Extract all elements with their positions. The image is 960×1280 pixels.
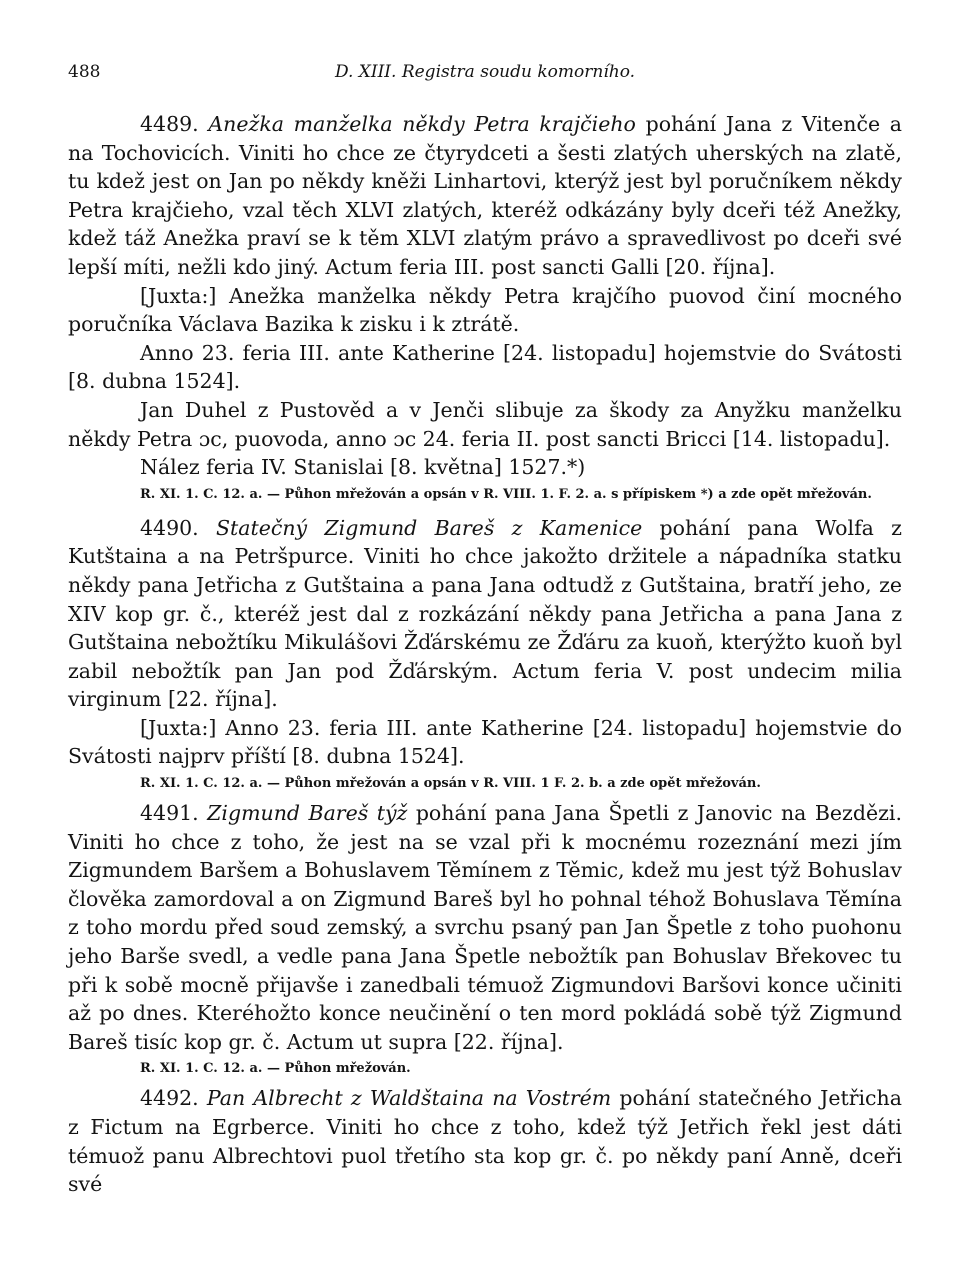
entry-plaintiff-name: Anežka manželka někdy Petra krajčieho <box>208 112 636 136</box>
entry-text: pohání pana Jana Špetli z Janovic na Bezdězi. Viniti ho chce z toho, že jest na se vzal při k mocnému rozeznání mezi jím Zigmundem Baršem a Bohuslavem Těmínem z Těmic, kdež mu jest týž Bohuslav člověka zamordoval a on Zigmund Bareš byl ho pohnal téhož Bohuslava Těmína z toho mordu před soud zemský, a svrchu psaný pan Jan Špetle z toho puohonu jeho Barše svedl, a vedle pana Jana Špetle nebožtík pan Bohuslav Břekovec tu při k sobě mocně přijavše i zanedbali témuož Zigmundovi Baršovi konce učiniti až po dnes. Kteréhožto konce neučinění o ten mord pokládá sobě týž Zigmund Bareš tisíc kop gr. č. Actum ut supra [22. října]. <box>68 801 902 1054</box>
entry-4489-juxta: [Juxta:] Anežka manželka někdy Petra krajčího puovod činí mocného poručníka Václava Bazika k zisku i k ztrátě. <box>68 283 902 337</box>
entry-4490-source-note: R. XI. 1. C. 12. a. — Půhon mřežován a opsán v R. VIII. 1 F. 2. b. a zde opět mřežován. <box>140 776 761 792</box>
entry-text: pohání statečného Jetřicha z Fictum na Egrberce. Viniti ho chce z toho, kdež týž Jetřich řekl jest dáti témuož panu Albrechtovi puol třetího sta kop gr. č. po někdy paní Anně, dceři své <box>68 1086 902 1197</box>
entry-4489-verdict: Nález feria IV. Stanislai [8. května] 1527.*) <box>140 455 586 480</box>
page-number: 488 <box>68 62 101 82</box>
entry-text: pohání Jana z Vitenče a na Tochovicích. Viniti ho chce ze čtyrydceti a šesti zlatých uherských na zlatě, tu kdež jest on Jan po někdy kněži Linhartovi, kterýž jest byl poručníkem někdy Petra krajčieho, vzal těch XLVI zlatých, kteréž odkázány byly dceři též Anežky, kdež táž Anežka praví se k těm XLVI zlatým právo a spravedlivost po dceři své lepší míti, nežli kdo jiný. Actum feria III. post sancti Galli [20. října]. <box>68 112 902 279</box>
entry-4489-surety: Jan Duhel z Pustověd a v Jenči slibuje za škody za Anyžku manželku někdy Petra ɔc, puovoda, anno ɔc 24. feria II. post sancti Bricci [14. listopadu]. <box>68 397 902 451</box>
entry-4489-term: Anno 23. feria III. ante Katherine [24. listopadu] hojemstvie do Svátosti [8. dubna 1524]. <box>68 340 902 394</box>
running-title: D. XIII. Registra soudu komorního. <box>334 62 636 82</box>
entry-number: 4489. <box>140 112 199 136</box>
entry-number: 4491. <box>140 801 199 826</box>
entry-4489-source-note: R. XI. 1. C. 12. a. — Půhon mřežován a opsán v R. VIII. 1. F. 2. a. s přípiskem *) a zde opět mřežován. <box>140 486 872 502</box>
entry-4492 <box>68 1084 902 1198</box>
entry-number: 4490. <box>140 515 199 540</box>
entry-text: pohání pana Wolfa z Kutštaina a na Petršpurce. Viniti ho chce jakožto držitele a nápadníka statku někdy pana Jetřicha z Gutštaina a pana Jana odtudž z Gutštaina, bratří jeho, ze XIV kop gr. č., kteréž jest dal z rozkázání někdy pana Jetřicha a pana Jana z Gutštaina nebožtíku Mikulášovi Žďárskému ze Žďáru za kuoň, kterýžto kuoň byl zabil nebožtík pan Jan pod Žďárským. Actum feria V. post undecim milia virginum [22. října]. <box>68 515 902 712</box>
entry-4491-source-note: R. XI. 1. C. 12. a. — Půhon mřežován. <box>140 1061 411 1077</box>
page-body <box>68 110 902 1199</box>
entry-plaintiff-name: Zigmund Bareš týž <box>207 801 408 826</box>
entry-4489 <box>68 110 902 282</box>
entry-plaintiff-name: Pan Albrecht z Waldštaina na Vostrém <box>206 1086 612 1111</box>
entry-4490 <box>68 514 902 714</box>
entry-4491 <box>68 799 902 1056</box>
page-header <box>68 62 902 90</box>
entry-plaintiff-name: Statečný Zigmund Bareš z Kamenice <box>215 515 643 540</box>
entry-number: 4492. <box>140 1086 199 1111</box>
entry-4490-juxta: [Juxta:] Anno 23. feria III. ante Katherine [24. listopadu] hojemstvie do Svátosti najprv příští [8. dubna 1524]. <box>68 715 902 769</box>
